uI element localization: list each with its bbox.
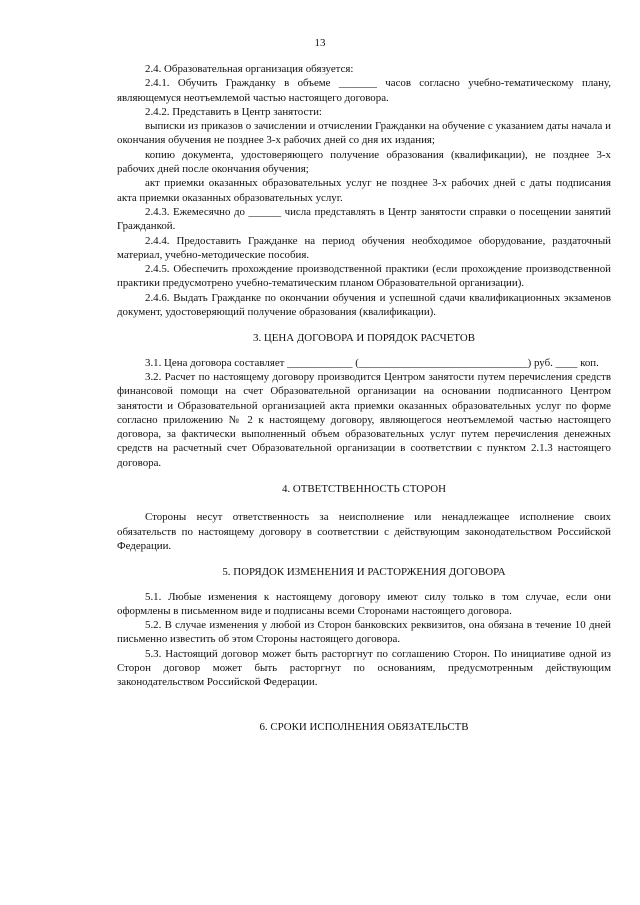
clause-act: акт приемки оказанных образовательных услуг не позднее 3-х рабочих дней с даты подписания акта приемки оказанных образовательных услуг. [117,177,611,204]
clause-2-4-2: 2.4.2. Представить в Центр занятости: [145,105,322,118]
clause-2-4-1: 2.4.1. Обучить Гражданку в объеме _______ часов согласно учебно-тематическому плану, являющемуся неотъемлемой частью настоящего договора. [117,77,611,104]
section-4 [117,510,611,553]
clause-2-4-4: 2.4.4. Предоставить Гражданке на период обучения необходимое оборудование, раздаточный материал, учебно-методические пособия. [117,234,611,261]
section-2 [117,62,611,319]
section-5 [117,590,611,690]
clause-3-1: 3.1. Цена договора составляет ____________ (_______________________________) руб. ____ коп. [145,356,599,369]
clause-4-1: Стороны несут ответственность за неисполнение или ненадлежащее исполнение своих обязательств по настоящему договору в соответствии с действующим законодательством Российской Федерации. [117,511,611,552]
section-5-heading: 5. ПОРЯДОК ИЗМЕНЕНИЯ И РАСТОРЖЕНИЯ ДОГОВОРА [222,566,506,579]
clause-3-2: 3.2. Расчет по настоящему договору производится Центром занятости путем перечисления средств финансовой помощи на счет Образовательной организации на основании подписанного Центром занятости и Образовательной организацией акта приемки оказанных образовательных услуг по форме согласно приложению № 2 к настоящему договору, являющегося неотъемлемой частью настоящего договора, за фактически выполненный объем образовательных услуг путем перечисления денежных средств на расчетный счет Образовательной организации в соответствии с пунктом 2.1.3 настоящего договора. [117,370,611,469]
section-3 [117,356,611,470]
document-body [117,62,611,734]
clause-2-4-3: 2.4.3. Ежемесячно до ______ числа представлять в Центр занятости справки о посещении занятий Гражданкой. [117,205,611,233]
section-4-heading: 4. ОТВЕТСТВЕННОСТЬ СТОРОН [282,483,446,496]
clause-copy: копию документа, удостоверяющего получение образования (квалификации), не позднее 3-х рабочих дней после окончания обучения; [117,148,611,176]
section-3-heading: 3. ЦЕНА ДОГОВОРА И ПОРЯДОК РАСЧЕТОВ [253,332,475,345]
clause-2-4-5: 2.4.5. Обеспечить прохождение производственной практики (если прохождение производственной практики предусмотрено учебно-тематическим планом Образовательной организации). [117,263,611,290]
clause-5-1: 5.1. Любые изменения к настоящему договору имеют силу только в том случае, если они оформлены в письменном виде и подписаны всеми Сторонами настоящего договора. [117,590,611,617]
clause-5-2: 5.2. В случае изменения у любой из Сторон банковских реквизитов, она обязана в течение 10 дней письменно известить об этом Стороны настоящего договора. [117,619,611,646]
page-number: 13 [314,37,326,49]
clause-5-3: 5.3. Настоящий договор может быть расторгнут по соглашению Сторон. По инициативе одной из Сторон договор может быть расторгнут по основаниям, предусмотренным действующим законодательством Российской Федерации. [117,647,611,689]
clause-2-4: 2.4. Образовательная организация обязуется: [145,63,354,75]
clause-2-4-6: 2.4.6. Выдать Гражданке по окончании обучения и успешной сдачи квалификационных экзаменов документ, удостоверяющий получение образования (квалификации). [117,291,611,319]
clause-extracts: выписки из приказов о зачислении и отчислении Гражданки на обучение с указанием даты начала и окончания обучения не позднее 3-х рабочих дней со дня их издания; [117,120,611,147]
section-6-heading: 6. СРОКИ ИСПОЛНЕНИЯ ОБЯЗАТЕЛЬСТВ [259,720,469,733]
